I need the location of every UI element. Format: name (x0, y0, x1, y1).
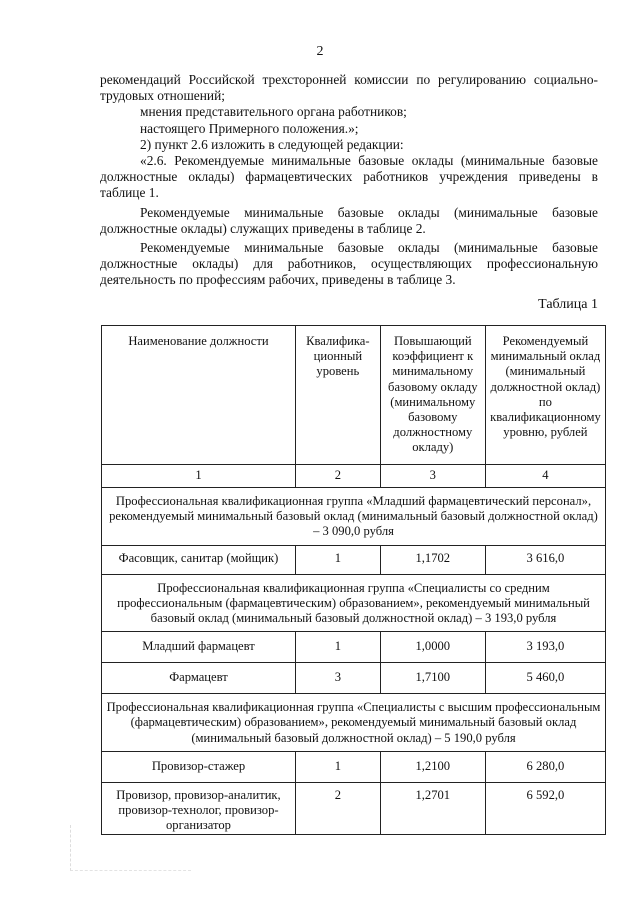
level-cell: 3 (295, 663, 380, 694)
table-row (102, 545, 606, 574)
salary-cell: 3 193,0 (485, 632, 605, 663)
table-row (102, 751, 606, 782)
position-cell: Младший фармацевт (102, 632, 296, 663)
column-number: 1 (102, 465, 296, 488)
header-salary: Рекомендуемый минимальный оклад (минимальный должностной оклад) по квалификационному уровню, рублей (485, 326, 605, 465)
paragraph-4: 2) пункт 2.6 изложить в следующей редакции: (140, 136, 404, 152)
salary-cell: 5 460,0 (485, 663, 605, 694)
paragraph-6: Рекомендуемые минимальные базовые оклады (минимальные базовые должностные оклады) служащих приведены в таблице 2. (100, 204, 598, 236)
level-cell: 2 (295, 782, 380, 835)
column-number: 4 (485, 465, 605, 488)
group-title: Профессиональная квалификационная группа «Специалисты с высшим профессиональным (фармацевтическим) образованием», рекомендуемый минимальный базовый оклад (минимальный базовый должностной оклад) – 5 190,0 рубля (102, 694, 606, 752)
column-number: 2 (295, 465, 380, 488)
salary-cell: 3 616,0 (485, 545, 605, 574)
table-caption: Таблица 1 (538, 297, 598, 312)
salary-cell: 6 592,0 (485, 782, 605, 835)
paragraph-7: Рекомендуемые минимальные базовые оклады (минимальные базовые должностные оклады) для работников, осуществляющих профессиональную деятельность по профессиям рабочих, приведены в таблице 3. (100, 240, 598, 288)
header-coefficient: Повышающий коэффициент к минимальному базовому окладу (минимальному базовому должностному окладу) (380, 326, 485, 465)
coefficient-cell: 1,2701 (380, 782, 485, 835)
coefficient-cell: 1,7100 (380, 663, 485, 694)
level-cell: 1 (295, 545, 380, 574)
salary-cell: 6 280,0 (485, 751, 605, 782)
group-row (102, 694, 606, 752)
salary-table (101, 325, 606, 835)
group-row (102, 488, 606, 546)
table-header-row (102, 326, 606, 465)
header-position: Наименование должности (102, 326, 296, 465)
position-cell: Провизор, провизор-аналитик, провизор-технолог, провизор-организатор (102, 782, 296, 835)
table-row (102, 632, 606, 663)
paragraph-1: рекомендаций Российской трехсторонней комиссии по регулированию социально-трудовых отношений; (100, 72, 598, 104)
group-title: Профессиональная квалификационная группа «Специалисты со средним профессиональным (фармацевтическим) образованием», рекомендуемый минимальный базовый оклад (минимальный базовый должностной оклад) – 3 193,0 рубля (102, 574, 606, 632)
coefficient-cell: 1,2100 (380, 751, 485, 782)
coefficient-cell: 1,1702 (380, 545, 485, 574)
level-cell: 1 (295, 632, 380, 663)
column-number: 3 (380, 465, 485, 488)
header-level: Квалифика-ционный уровень (295, 326, 380, 465)
column-number-row (102, 465, 606, 488)
paragraph-2: мнения представительного органа работников; (140, 104, 407, 120)
intro-text (100, 72, 598, 289)
coefficient-cell: 1,0000 (380, 632, 485, 663)
page-number: 2 (316, 44, 324, 59)
position-cell: Фармацевт (102, 663, 296, 694)
group-row (102, 574, 606, 632)
paragraph-5: «2.6. Рекомендуемые минимальные базовые оклады (минимальные базовые должностные оклады) фармацевтических работников учреждения приведены в таблице 1. (100, 153, 598, 201)
table-row (102, 663, 606, 694)
scan-artifact (70, 825, 191, 871)
level-cell: 1 (295, 751, 380, 782)
position-cell: Провизор-стажер (102, 751, 296, 782)
paragraph-3: настоящего Примерного положения.»; (140, 120, 359, 136)
group-title: Профессиональная квалификационная группа «Младший фармацевтический персонал», рекомендуемый минимальный базовый оклад (минимальный базовый должностной оклад) – 3 090,0 рубля (102, 488, 606, 546)
position-cell: Фасовщик, санитар (мойщик) (102, 545, 296, 574)
